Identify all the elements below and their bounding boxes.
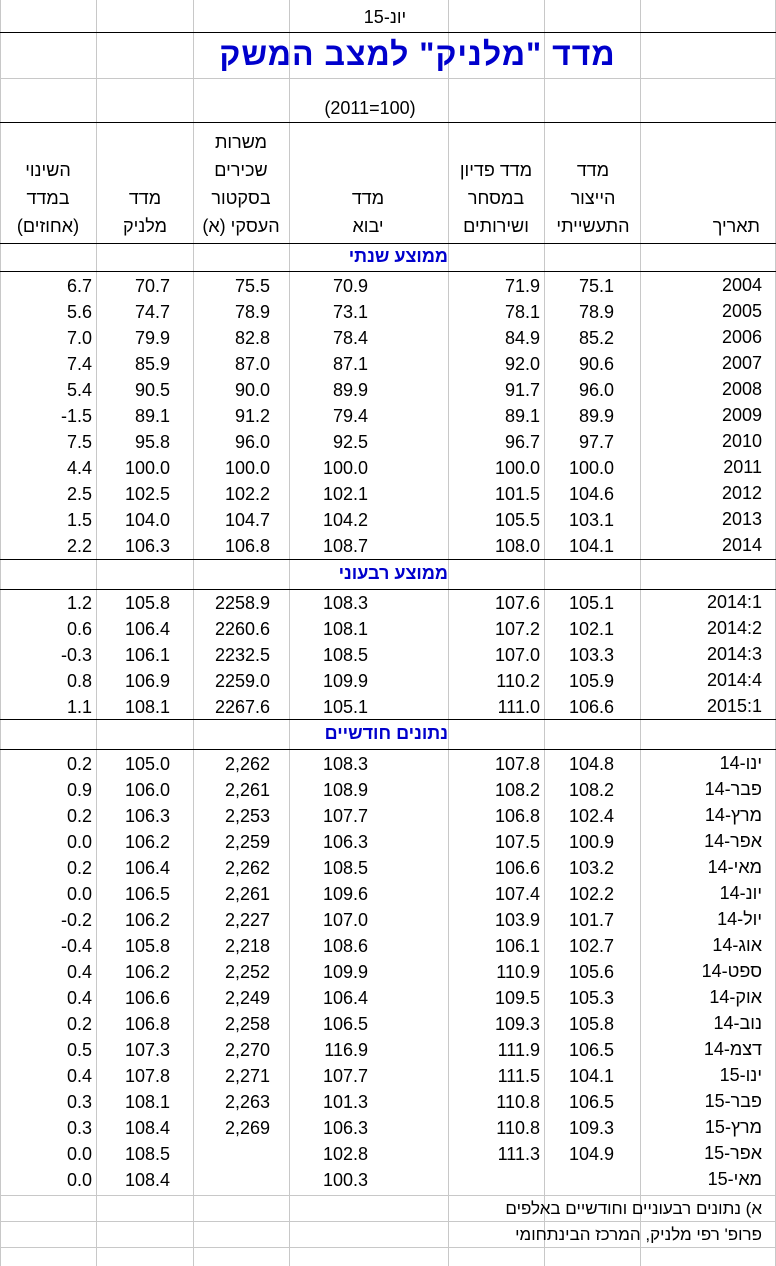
melnick-value: 106.1 bbox=[124, 645, 170, 665]
trade-value: 107.6 bbox=[494, 593, 540, 613]
date-cell: 2014:3 bbox=[706, 644, 762, 664]
grid-row-line bbox=[0, 78, 776, 79]
jobs-value: 2259.0 bbox=[214, 671, 270, 691]
date-cell: ספט-14 bbox=[701, 961, 762, 981]
table-row bbox=[0, 829, 776, 855]
date-cell: 2004 bbox=[721, 275, 762, 295]
melnick-value: 105.8 bbox=[124, 936, 170, 956]
table-row bbox=[0, 1063, 776, 1089]
change-value: 0.4 bbox=[66, 1066, 92, 1086]
header-industrial-line: מדד bbox=[576, 160, 610, 180]
imports-value: 79.4 bbox=[332, 406, 368, 426]
jobs-value: 104.7 bbox=[224, 510, 270, 530]
imports-value: 108.3 bbox=[322, 593, 368, 613]
jobs-value: 96.0 bbox=[234, 432, 270, 452]
melnick-value: 90.5 bbox=[134, 380, 170, 400]
melnick-value: 102.5 bbox=[124, 484, 170, 504]
header-imports-line: מדד bbox=[351, 188, 385, 208]
change-value: 6.7 bbox=[66, 276, 92, 296]
jobs-value: 2,252 bbox=[224, 962, 270, 982]
header-date-line: תאריך bbox=[712, 216, 760, 236]
melnick-value: 106.5 bbox=[124, 884, 170, 904]
trade-value: 108.2 bbox=[494, 780, 540, 800]
date-cell: 2014 bbox=[721, 535, 762, 555]
imports-value: 108.7 bbox=[322, 536, 368, 556]
trade-value: 110.8 bbox=[496, 1092, 540, 1112]
industrial-value: 106.5 bbox=[568, 1092, 614, 1112]
industrial-value: 102.7 bbox=[568, 936, 614, 956]
date-cell: ינו-15 bbox=[719, 1065, 762, 1085]
industrial-value: 105.9 bbox=[568, 671, 614, 691]
header-melnick-line: מדד bbox=[128, 188, 162, 208]
table-row bbox=[0, 1089, 776, 1115]
jobs-value: 2,258 bbox=[224, 1014, 270, 1034]
change-value: 0.0 bbox=[66, 832, 92, 852]
industrial-value: 102.1 bbox=[568, 619, 614, 639]
change-value: -0.2 bbox=[60, 910, 92, 930]
trade-value: 106.1 bbox=[494, 936, 540, 956]
base-year-note: (2011=100) bbox=[324, 98, 416, 118]
grid-row-line bbox=[0, 271, 776, 272]
imports-value: 109.9 bbox=[322, 671, 368, 691]
date-cell: ינו-14 bbox=[719, 753, 762, 773]
grid-row-line bbox=[0, 1195, 776, 1196]
trade-value: 111.0 bbox=[497, 697, 540, 717]
jobs-value: 90.0 bbox=[234, 380, 270, 400]
grid-row-line bbox=[0, 1221, 776, 1222]
header-melnick-line: מלניק bbox=[122, 216, 168, 236]
industrial-value: 104.1 bbox=[568, 1066, 614, 1086]
jobs-value: 2,227 bbox=[224, 910, 270, 930]
date-cell: אפר-14 bbox=[704, 831, 762, 851]
change-value: 0.0 bbox=[66, 884, 92, 904]
table-row bbox=[0, 403, 776, 429]
industrial-value: 105.1 bbox=[568, 593, 614, 613]
table-row bbox=[0, 351, 776, 377]
table-row bbox=[0, 533, 776, 559]
change-value: 0.2 bbox=[66, 858, 92, 878]
jobs-value: 2258.9 bbox=[214, 593, 270, 613]
trade-value: 107.8 bbox=[494, 754, 540, 774]
date-cell: 2007 bbox=[721, 353, 762, 373]
date-cell: נוב-14 bbox=[713, 1013, 762, 1033]
melnick-value: 106.2 bbox=[124, 910, 170, 930]
trade-value: 71.9 bbox=[504, 276, 540, 296]
date-cell: 2014:2 bbox=[706, 618, 762, 638]
industrial-value: 101.7 bbox=[568, 910, 614, 930]
industrial-value: 100.9 bbox=[568, 832, 614, 852]
trade-value: 91.7 bbox=[504, 380, 540, 400]
imports-value: 108.5 bbox=[322, 645, 368, 665]
table-row bbox=[0, 273, 776, 299]
change-value: 5.4 bbox=[66, 380, 92, 400]
imports-value: 107.7 bbox=[322, 1066, 368, 1086]
table-row bbox=[0, 507, 776, 533]
trade-value: 101.5 bbox=[494, 484, 540, 504]
melnick-value: 106.2 bbox=[124, 832, 170, 852]
industrial-value: 104.9 bbox=[568, 1144, 614, 1164]
date-cell: 2014:1 bbox=[706, 592, 762, 612]
date-cell: 2015:1 bbox=[706, 696, 762, 716]
jobs-value: 2232.5 bbox=[214, 645, 270, 665]
trade-value: 105.5 bbox=[494, 510, 540, 530]
grid-row-line bbox=[0, 122, 776, 123]
jobs-value: 2,218 bbox=[224, 936, 270, 956]
trade-value: 92.0 bbox=[504, 354, 540, 374]
date-cell: 2010 bbox=[721, 431, 762, 451]
change-value: 1.2 bbox=[66, 593, 92, 613]
industrial-value: 105.3 bbox=[568, 988, 614, 1008]
change-value: 4.4 bbox=[66, 458, 92, 478]
date-cell: אפר-15 bbox=[704, 1143, 762, 1163]
trade-value: 107.0 bbox=[494, 645, 540, 665]
date-cell: 2011 bbox=[723, 457, 762, 477]
melnick-value: 104.0 bbox=[124, 510, 170, 530]
table-row bbox=[0, 325, 776, 351]
trade-value: 109.5 bbox=[494, 988, 540, 1008]
table-row bbox=[0, 777, 776, 803]
melnick-value: 107.8 bbox=[124, 1066, 170, 1086]
industrial-value: 105.6 bbox=[568, 962, 614, 982]
trade-value: 84.9 bbox=[504, 328, 540, 348]
change-value: -0.3 bbox=[60, 645, 92, 665]
trade-value: 110.8 bbox=[496, 1118, 540, 1138]
jobs-value: 2,269 bbox=[224, 1118, 270, 1138]
date-cell: מרץ-15 bbox=[704, 1117, 762, 1137]
table-row bbox=[0, 377, 776, 403]
grid-row-line bbox=[0, 559, 776, 560]
change-value: 1.5 bbox=[66, 510, 92, 530]
table-row bbox=[0, 694, 776, 720]
trade-value: 109.3 bbox=[494, 1014, 540, 1034]
jobs-value: 2,253 bbox=[224, 806, 270, 826]
change-value: 2.5 bbox=[66, 484, 92, 504]
melnick-value: 107.3 bbox=[124, 1040, 170, 1060]
header-trade-line: ושירותים bbox=[463, 216, 529, 236]
industrial-value: 102.2 bbox=[568, 884, 614, 904]
change-value: 7.4 bbox=[66, 354, 92, 374]
change-value: 0.2 bbox=[66, 806, 92, 826]
industrial-value: 103.1 bbox=[568, 510, 614, 530]
imports-value: 107.0 bbox=[322, 910, 368, 930]
table-row bbox=[0, 907, 776, 933]
table-row bbox=[0, 751, 776, 777]
change-value: 0.3 bbox=[66, 1118, 92, 1138]
melnick-value: 108.1 bbox=[124, 1092, 170, 1112]
date-cell: פבר-15 bbox=[704, 1091, 762, 1111]
change-value: 0.5 bbox=[66, 1040, 92, 1060]
trade-value: 108.0 bbox=[494, 536, 540, 556]
melnick-value: 105.0 bbox=[124, 754, 170, 774]
industrial-value: 108.2 bbox=[568, 780, 614, 800]
imports-value: 106.3 bbox=[322, 832, 368, 852]
imports-value: 116.9 bbox=[324, 1040, 368, 1060]
jobs-value: 2,261 bbox=[224, 780, 270, 800]
table-row bbox=[0, 299, 776, 325]
change-value: 0.9 bbox=[66, 780, 92, 800]
header-change-line: השינוי bbox=[25, 160, 71, 180]
table-row bbox=[0, 1141, 776, 1167]
date-cell: 2013 bbox=[721, 509, 762, 529]
trade-value: 111.9 bbox=[497, 1040, 540, 1060]
imports-value: 109.9 bbox=[322, 962, 368, 982]
imports-value: 106.3 bbox=[322, 1118, 368, 1138]
header-jobs-line: בסקטור bbox=[211, 188, 271, 208]
industrial-value: 105.8 bbox=[568, 1014, 614, 1034]
imports-value: 108.5 bbox=[322, 858, 368, 878]
trade-value: 106.8 bbox=[494, 806, 540, 826]
trade-value: 111.3 bbox=[497, 1144, 540, 1164]
table-row bbox=[0, 455, 776, 481]
table-row bbox=[0, 1115, 776, 1141]
jobs-value: 106.8 bbox=[224, 536, 270, 556]
industrial-value: 104.8 bbox=[568, 754, 614, 774]
melnick-value: 108.4 bbox=[124, 1170, 170, 1190]
industrial-value: 96.0 bbox=[578, 380, 614, 400]
change-value: 0.0 bbox=[66, 1144, 92, 1164]
trade-value: 107.5 bbox=[494, 832, 540, 852]
change-value: 7.0 bbox=[66, 328, 92, 348]
header-jobs-line: משרות bbox=[214, 132, 268, 152]
change-value: 1.1 bbox=[66, 697, 92, 717]
industrial-value: 102.4 bbox=[568, 806, 614, 826]
imports-value: 102.1 bbox=[322, 484, 368, 504]
date-cell: יונ-14 bbox=[719, 883, 762, 903]
jobs-value: 78.9 bbox=[234, 302, 270, 322]
date-cell: 2014:4 bbox=[706, 670, 762, 690]
trade-value: 110.9 bbox=[496, 962, 540, 982]
change-value: 0.4 bbox=[66, 988, 92, 1008]
melnick-value: 106.4 bbox=[124, 619, 170, 639]
header-jobs-line: שכירים bbox=[214, 160, 268, 180]
imports-value: 87.1 bbox=[332, 354, 368, 374]
jobs-value: 2,262 bbox=[224, 858, 270, 878]
melnick-value: 100.0 bbox=[124, 458, 170, 478]
trade-value: 100.0 bbox=[494, 458, 540, 478]
jobs-value: 2,259 bbox=[224, 832, 270, 852]
grid-row-line bbox=[0, 1247, 776, 1248]
melnick-value: 106.3 bbox=[124, 806, 170, 826]
trade-value: 103.9 bbox=[494, 910, 540, 930]
report-date: יונ-15 bbox=[363, 7, 407, 27]
imports-value: 105.1 bbox=[322, 697, 368, 717]
table-row bbox=[0, 959, 776, 985]
melnick-value: 74.7 bbox=[134, 302, 170, 322]
trade-value: 78.1 bbox=[504, 302, 540, 322]
change-value: 7.5 bbox=[66, 432, 92, 452]
header-change-line: במדד bbox=[26, 188, 70, 208]
industrial-value: 97.7 bbox=[578, 432, 614, 452]
imports-value: 92.5 bbox=[332, 432, 368, 452]
date-cell: 2006 bbox=[721, 327, 762, 347]
page-title: מדד "מלניק" למצב המשק bbox=[219, 36, 616, 72]
date-cell: פבר-14 bbox=[704, 779, 762, 799]
imports-value: 108.9 bbox=[322, 780, 368, 800]
table-row bbox=[0, 933, 776, 959]
jobs-value: 2267.6 bbox=[214, 697, 270, 717]
change-value: -0.4 bbox=[60, 936, 92, 956]
melnick-value: 106.2 bbox=[124, 962, 170, 982]
grid-row-line bbox=[0, 749, 776, 750]
imports-value: 106.5 bbox=[322, 1014, 368, 1034]
industrial-value: 104.6 bbox=[568, 484, 614, 504]
jobs-value: 2,263 bbox=[224, 1092, 270, 1112]
date-cell: 2005 bbox=[721, 301, 762, 321]
header-trade-line: במסחר bbox=[467, 188, 525, 208]
imports-value: 108.6 bbox=[322, 936, 368, 956]
table-row bbox=[0, 881, 776, 907]
date-cell: מאי-14 bbox=[707, 857, 762, 877]
melnick-value: 106.0 bbox=[124, 780, 170, 800]
industrial-value: 89.9 bbox=[578, 406, 614, 426]
jobs-value: 2,270 bbox=[224, 1040, 270, 1060]
date-cell: 2009 bbox=[721, 405, 762, 425]
imports-value: 100.3 bbox=[322, 1170, 368, 1190]
jobs-value: 2,262 bbox=[224, 754, 270, 774]
trade-value: 110.2 bbox=[496, 671, 540, 691]
melnick-value: 108.4 bbox=[124, 1118, 170, 1138]
grid-row-line bbox=[0, 719, 776, 720]
melnick-value: 70.7 bbox=[134, 276, 170, 296]
table-row bbox=[0, 855, 776, 881]
imports-value: 107.7 bbox=[322, 806, 368, 826]
date-cell: 2012 bbox=[721, 483, 762, 503]
table-row bbox=[0, 481, 776, 507]
trade-value: 107.4 bbox=[494, 884, 540, 904]
industrial-value: 90.6 bbox=[578, 354, 614, 374]
trade-value: 89.1 bbox=[504, 406, 540, 426]
trade-value: 111.5 bbox=[497, 1066, 540, 1086]
imports-value: 108.3 bbox=[322, 754, 368, 774]
grid-row-line bbox=[0, 32, 776, 33]
header-jobs-line: העסקי (א) bbox=[202, 216, 280, 236]
change-value: -1.5 bbox=[60, 406, 92, 426]
imports-value: 106.4 bbox=[322, 988, 368, 1008]
melnick-value: 106.8 bbox=[124, 1014, 170, 1034]
header-change-line: (אחוזים) bbox=[16, 216, 80, 236]
change-value: 0.8 bbox=[66, 671, 92, 691]
table-row bbox=[0, 429, 776, 455]
footnote: א) נתונים רבעוניים וחודשיים באלפים bbox=[505, 1199, 762, 1218]
industrial-value: 109.3 bbox=[568, 1118, 614, 1138]
melnick-value: 108.5 bbox=[124, 1144, 170, 1164]
jobs-value: 102.2 bbox=[224, 484, 270, 504]
imports-value: 101.3 bbox=[322, 1092, 368, 1112]
industrial-value: 103.2 bbox=[568, 858, 614, 878]
change-value: 0.6 bbox=[66, 619, 92, 639]
table-row bbox=[0, 1167, 776, 1193]
date-cell: מרץ-14 bbox=[704, 805, 762, 825]
table-row bbox=[0, 668, 776, 694]
industrial-value: 78.9 bbox=[578, 302, 614, 322]
change-value: 0.2 bbox=[66, 1014, 92, 1034]
change-value: 2.2 bbox=[66, 536, 92, 556]
melnick-value: 89.1 bbox=[134, 406, 170, 426]
imports-value: 108.1 bbox=[322, 619, 368, 639]
jobs-value: 2,261 bbox=[224, 884, 270, 904]
change-value: 0.2 bbox=[66, 754, 92, 774]
melnick-value: 105.8 bbox=[124, 593, 170, 613]
industrial-value: 75.1 bbox=[578, 276, 614, 296]
change-value: 0.3 bbox=[66, 1092, 92, 1112]
table-row bbox=[0, 1037, 776, 1063]
industrial-value: 100.0 bbox=[568, 458, 614, 478]
industrial-value: 104.1 bbox=[568, 536, 614, 556]
date-cell: יול-14 bbox=[717, 909, 762, 929]
jobs-value: 100.0 bbox=[224, 458, 270, 478]
section-title-monthly: נתונים חודשיים bbox=[324, 723, 448, 743]
change-value: 0.4 bbox=[66, 962, 92, 982]
melnick-value: 106.3 bbox=[124, 536, 170, 556]
imports-value: 89.9 bbox=[332, 380, 368, 400]
date-cell: דצמ-14 bbox=[703, 1039, 762, 1059]
imports-value: 100.0 bbox=[322, 458, 368, 478]
industrial-value: 85.2 bbox=[578, 328, 614, 348]
imports-value: 73.1 bbox=[332, 302, 368, 322]
table-row bbox=[0, 985, 776, 1011]
header-imports-line: יבוא bbox=[352, 216, 384, 236]
trade-value: 107.2 bbox=[494, 619, 540, 639]
melnick-value: 106.9 bbox=[124, 671, 170, 691]
melnick-value: 79.9 bbox=[134, 328, 170, 348]
melnick-value: 106.4 bbox=[124, 858, 170, 878]
imports-value: 109.6 bbox=[322, 884, 368, 904]
melnick-value: 108.1 bbox=[124, 697, 170, 717]
date-cell: אוק-14 bbox=[709, 987, 762, 1007]
table-row bbox=[0, 803, 776, 829]
header-industrial-line: התעשייתי bbox=[556, 216, 630, 236]
date-cell: אוג-14 bbox=[712, 935, 762, 955]
jobs-value: 2,271 bbox=[224, 1066, 270, 1086]
jobs-value: 2,249 bbox=[224, 988, 270, 1008]
melnick-value: 85.9 bbox=[134, 354, 170, 374]
section-title-annual: ממוצע שנתי bbox=[348, 246, 448, 266]
industrial-value: 106.5 bbox=[568, 1040, 614, 1060]
jobs-value: 75.5 bbox=[234, 276, 270, 296]
jobs-value: 82.8 bbox=[234, 328, 270, 348]
date-cell: מאי-15 bbox=[707, 1169, 762, 1189]
melnick-value: 106.6 bbox=[124, 988, 170, 1008]
melnick-value: 95.8 bbox=[134, 432, 170, 452]
change-value: 0.0 bbox=[66, 1170, 92, 1190]
imports-value: 78.4 bbox=[332, 328, 368, 348]
table-row bbox=[0, 642, 776, 668]
imports-value: 102.8 bbox=[322, 1144, 368, 1164]
jobs-value: 2260.6 bbox=[214, 619, 270, 639]
footnote: פרופ' רפי מלניק, המרכז הבינתחומי bbox=[515, 1225, 762, 1244]
trade-value: 106.6 bbox=[494, 858, 540, 878]
industrial-value: 106.6 bbox=[568, 697, 614, 717]
trade-value: 96.7 bbox=[504, 432, 540, 452]
industrial-value: 103.3 bbox=[568, 645, 614, 665]
section-title-quarterly: ממוצע רבעוני bbox=[338, 563, 448, 583]
imports-value: 70.9 bbox=[332, 276, 368, 296]
header-industrial-line: הייצור bbox=[570, 188, 616, 208]
imports-value: 104.2 bbox=[322, 510, 368, 530]
date-cell: 2008 bbox=[721, 379, 762, 399]
table-row bbox=[0, 1011, 776, 1037]
jobs-value: 87.0 bbox=[234, 354, 270, 374]
table-row bbox=[0, 590, 776, 616]
header-trade-line: מדד פדיון bbox=[459, 160, 533, 180]
grid-row-line bbox=[0, 243, 776, 244]
change-value: 5.6 bbox=[66, 302, 92, 322]
table-row bbox=[0, 616, 776, 642]
jobs-value: 91.2 bbox=[234, 406, 270, 426]
